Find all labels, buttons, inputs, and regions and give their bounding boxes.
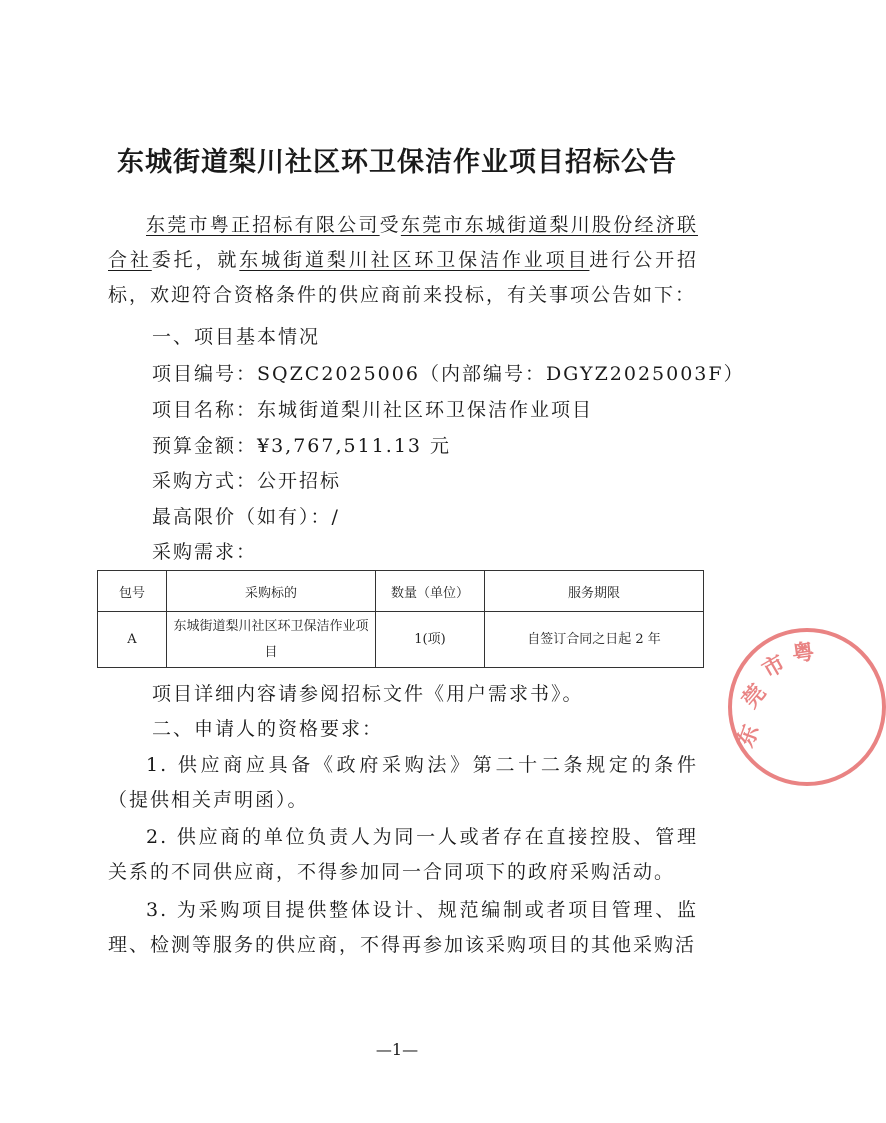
requirement-3: 3. 为采购项目提供整体设计、规范编制或者项目管理、监理、检测等服务的供应商，不得再参加该采购项目的其他采购活 bbox=[108, 899, 698, 956]
header-subject: 采购标的 bbox=[167, 571, 376, 612]
intro-text-1: 受 bbox=[379, 214, 401, 236]
requirement-1: 1. 供应商应具备《政府采购法》第二十二条规定的条件（提供相关声明函）。 bbox=[108, 754, 698, 811]
cell-package: A bbox=[98, 612, 167, 668]
seal-char: 粤 bbox=[790, 639, 816, 668]
company-seal bbox=[728, 628, 886, 786]
header-package: 包号 bbox=[98, 571, 167, 612]
intro-paragraph bbox=[108, 208, 698, 313]
requirements-table bbox=[97, 570, 704, 668]
seal-char: 莞 bbox=[737, 680, 772, 714]
procurement-demand: 采购需求： bbox=[152, 541, 258, 563]
agent-name: 东莞市粤正招标有限公司 bbox=[146, 214, 380, 236]
cell-service-period: 自签订合同之日起 2 年 bbox=[485, 612, 704, 668]
project-name-link: 东城街道梨川社区环卫保洁作业项目 bbox=[239, 249, 590, 271]
max-price: 最高限价（如有）：/ bbox=[152, 506, 340, 528]
section1-heading: 一、项目基本情况 bbox=[152, 326, 321, 348]
intro-text-3: 进行公开招标，欢迎符合资格条件的供应商前来投标，有关事项公告如下： bbox=[108, 249, 698, 306]
header-service-period: 服务期限 bbox=[485, 571, 704, 612]
header-quantity: 数量（单位） bbox=[376, 571, 485, 612]
table-header-row bbox=[98, 571, 704, 612]
project-name: 项目名称：东城街道梨川社区环卫保洁作业项目 bbox=[152, 399, 594, 421]
seal-char: 东 bbox=[733, 721, 765, 751]
cell-quantity: 1(项) bbox=[376, 612, 485, 668]
detail-note: 项目详细内容请参阅招标文件《用户需求书》。 bbox=[152, 683, 584, 705]
page-number: —1— bbox=[375, 1040, 419, 1059]
document-title: 东城街道梨川社区环卫保洁作业项目招标公告 bbox=[117, 147, 677, 178]
client-name: 东莞市东城街道梨川股份经济联合社 bbox=[108, 214, 698, 271]
requirement-2: 2. 供应商的单位负责人为同一人或者存在直接控股、管理关系的不同供应商，不得参加同一合同项下的政府采购活动。 bbox=[108, 826, 698, 883]
section2-heading: 二、申请人的资格要求： bbox=[152, 718, 384, 740]
seal-char: 市 bbox=[758, 650, 790, 684]
project-number: 项目编号：SQZC2025006（内部编号：DGYZ2025003F） bbox=[152, 363, 745, 385]
intro-text-2: 委托，就 bbox=[151, 249, 240, 271]
cell-subject: 东城街道梨川社区环卫保洁作业项目 bbox=[167, 612, 376, 668]
table-row bbox=[98, 612, 704, 668]
procurement-method: 采购方式：公开招标 bbox=[152, 470, 342, 492]
budget-amount: 预算金额：¥3,767,511.13 元 bbox=[152, 435, 452, 457]
